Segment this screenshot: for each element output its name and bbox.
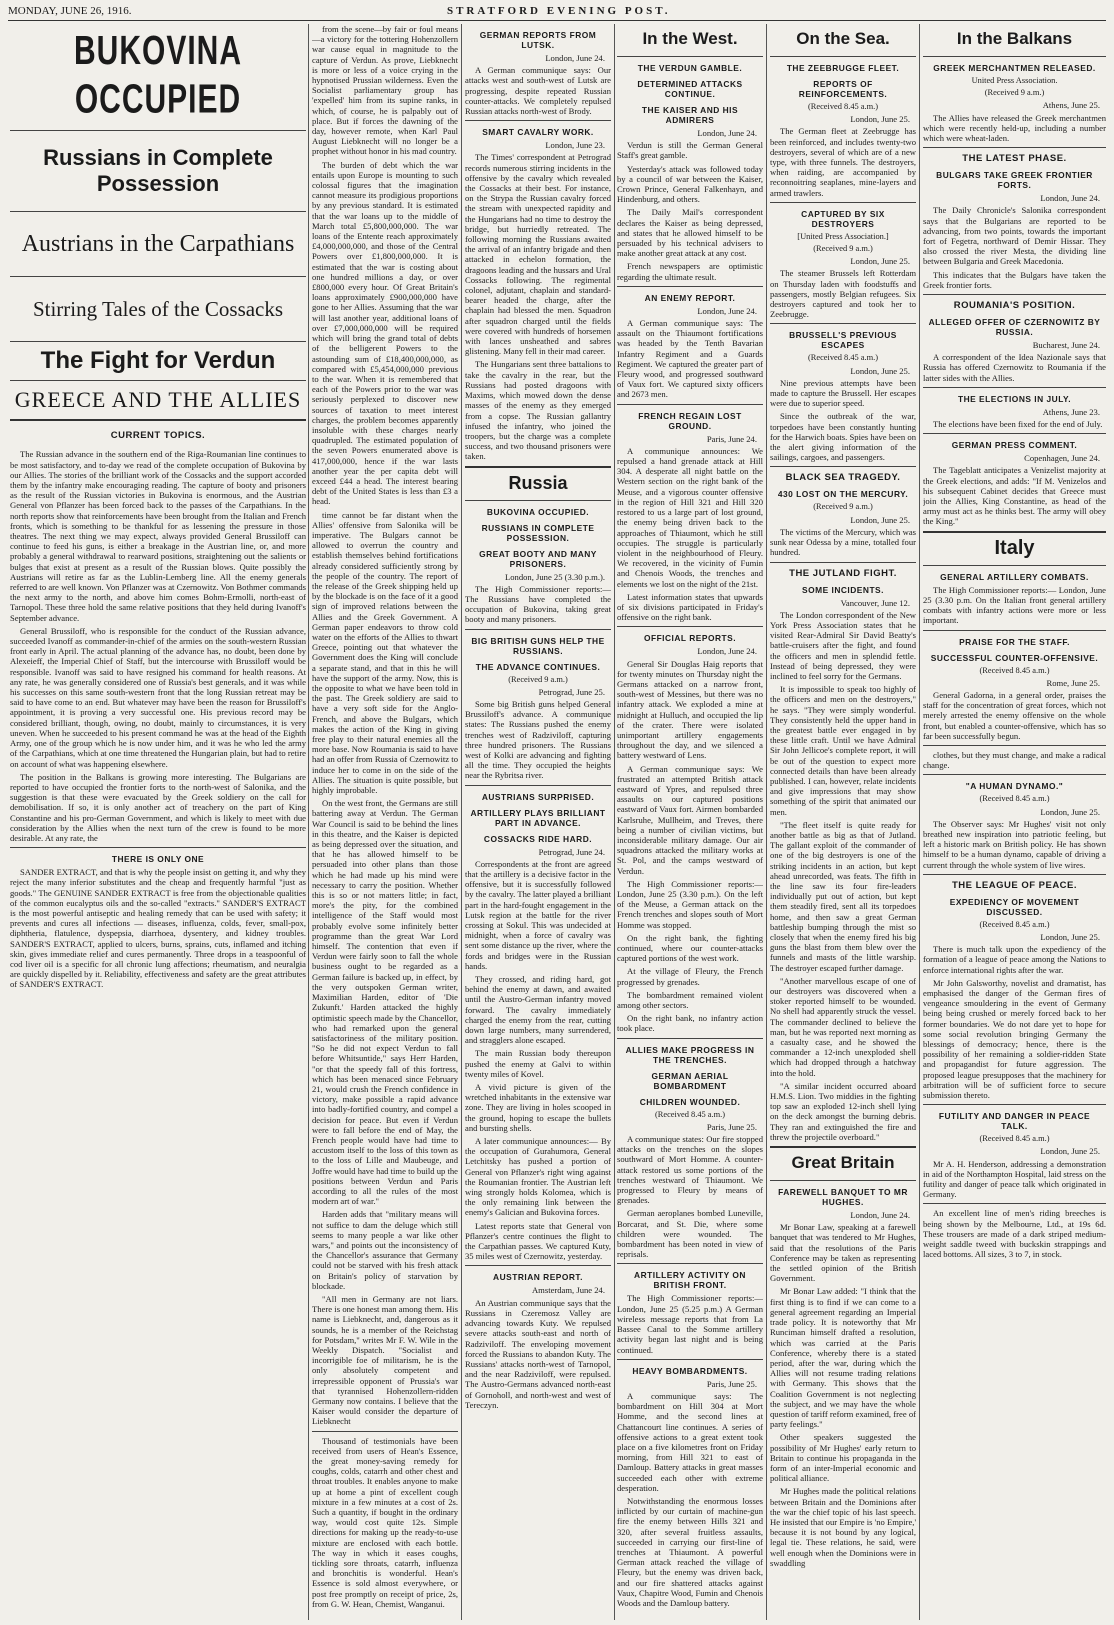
article-paragraph: Since the outbreak of the war, torpedoes have been constantly hunting for the Harwich boats. Spies have been on the alert giving information of the sailings, cargoes, and passengers. — [770, 411, 916, 463]
article-paragraph: General Gadorna, in a general order, praises the staff for the concentration of great forces, which not merely arrested the enemy offensive on the whole front, but enabled a counter-offensive, which has so far been successfully begun. — [923, 689, 1106, 741]
article-paragraph: The Hungarians sent three battalions to take the cavalry in the rear, but the Russians had posted dragoons with Maxims, which mowed down the dense masses of the enemy as they emerged from a copse. The Russian gallantry infused the infantry, who joined the troopers, but the charge was a complete success, and two thousand prisoners were taken. — [465, 359, 611, 462]
editorial-paragraph: Harden adds that "military means will not suffice to dam the deluge which still seems to many people a war like other wars," and points out the inconsistency of the Chancellor's assurance that Germany could not be starved with his fresh attack on Britain's policy of starvation by blockade. — [312, 1209, 458, 1291]
article-paragraph: A German communique says: Our attacks west and south-west of Lutsk are progressing, despite repeated Russian counter-attacks. We completely repulsed Russian attacks north-west of Brody. — [465, 65, 611, 117]
article-paragraph: They crossed, and riding hard, got behind the enemy at dawn, and awaited until the Austro-German infantry moved forward. The cavalry immediately charged the enemy from the rear, cutting down large numbers, many surrendered, and stragglers alone escaped. — [465, 974, 611, 1046]
article-paragraph: French newspapers are optimistic regarding the ultimate result. — [617, 261, 763, 282]
article-paragraph: The main Russian body thereupon pushed the enemy at Galvi to within twenty miles of Kovel. — [465, 1048, 611, 1079]
article-subheading: BULGARS TAKE GREEK FRONTIER FORTS. — [936, 170, 1093, 191]
article-paragraph: A communique announces: We repulsed a hand grenade attack at Hill 304. A desperate all night battle on the Western section on the right bank of the Meuse, and a vigorous counter offensive in the region of Hill 321 and Hill 320 restored to us a large part of lost ground, the enemy being driven back to the approaches of Thiaumont, which he still occupies. The struggle is particularly violent in the neighbourhood of Fleury. We recovered, in the vicinity of Fumin and Chenois Woods, the trenches and elements we lost on the night of the 21st. — [617, 445, 763, 589]
article-subheading: GREAT BOOTY AND MANY PRISONERS. — [479, 548, 597, 569]
article-paragraph: The Times' correspondent at Petrograd records numerous stirring incidents in the offensive by the cavalry which revealed the Cossacks at their best. For instance, on the Strypa the Russian cavalry forced the stream with unexpected rapidity and the Hungarians had no time to destroy the bridge, but hurriedly retreated. The following morning the Russians awaited the arrival of an infantry brigade and then attacked in echelon formation, the dragoons leading and the hussars and Ural Cossacks following. The regimental colonel, adjutant, chaplain and standard-bearer headed the charge, after the chaplain had blessed the men. Squadron after squadron charged until the fields were covered with hundreds of horsemen with lances unsheathed and sabres glistening. Many fell in their mad career. — [465, 152, 611, 357]
article-heading: FAREWELL BANQUET TO MR HUGHES. — [778, 1187, 908, 1208]
current-topics-paragraph: The position in the Balkans is growing more interesting. The Bulgarians are reported to have occupied the frontier forts to the north-west of Salonika, and the suggestion is that these were evacuated by the Greek soldiery on the call for demobilisation. If so, it is only another act of treachery on the part of King Constantine and his pro-German Government, and which is likely to meet with due consideration by the Allies when the next turn of the crew is found to be more desirable. At any rate, the — [10, 771, 306, 843]
article-heading: FUTILITY AND DANGER IN PEACE TALK. — [938, 1111, 1091, 1132]
article-subheading: 430 LOST ON THE MERCURY. — [777, 489, 909, 500]
article-heading: THE ZEEBRUGGE FLEET. — [786, 63, 900, 73]
article-paragraph: Mr Bonar Law, speaking at a farewell banquet that was tendered to Mr Hughes, said that the resolutions of the Paris Conference may be taken as representing the settled opinion of the British Government. — [770, 1222, 916, 1284]
article-paragraph: A German communique says: The assault on the Thiaumont fortifications was headed by the Tenth Bavarian Infantry Regiment and a Guards Regiment. We captured the greater part of Fleury wood, and progressed southward of Vaux fort. We captured sixty officers and 2673 men. — [617, 318, 763, 400]
article-heading: BRUSSELL'S PREVIOUS ESCAPES — [789, 330, 897, 351]
dateline: London, June 24. — [850, 1210, 910, 1221]
masthead-paper-name: STRATFORD EVENING POST. — [446, 5, 671, 17]
article-paragraph: Nine previous attempts have been made to capture the Brussell. Her escapes were due to superior speed. — [770, 377, 916, 409]
article-paragraph: On the right bank, the fighting continued, where our counter-attacks captured portions of the west work. — [617, 932, 763, 964]
article-subheading: ARTILLERY PLAYS BRILLIANT PART IN ADVANCE. — [470, 807, 606, 828]
article-paragraph: Some big British guns helped General Brussiloff's advance. A communique states: The Russians pushed the enemy trenches west of Radziviloff, capturing three hundred prisoners. The Russians west of Kolki are advancing and fighting all the time. They occupied the heights near the Rybritsa river. — [465, 698, 611, 781]
dateline: Bucharest, June 24. — [1032, 340, 1100, 351]
article-paragraph: The High Commissioner reports:— The Russians have completed the occupation of Bukovina, taking great booty and many prisoners. — [465, 583, 611, 625]
column-1 — [10, 24, 306, 1620]
article-subheading: REPORTS OF REINFORCEMENTS. — [798, 79, 888, 99]
article-heading: AUSTRIANS SURPRISED. — [481, 791, 595, 802]
article-heading: THE ELECTIONS IN JULY. — [957, 393, 1072, 404]
article-subheading: RUSSIANS IN COMPLETE POSSESSION. — [481, 522, 595, 543]
dateline: Petrograd, June 24. — [538, 846, 605, 857]
dateline: Petrograd, June 25. — [538, 686, 605, 697]
agency-credit: [United Press Association.] — [797, 231, 889, 241]
article-heading: BIG BRITISH GUNS HELP THE RUSSIANS. — [471, 635, 605, 656]
headline-verdun: The Fight for Verdun — [40, 347, 276, 374]
article-heading: BUKOVINA OCCUPIED. — [486, 506, 590, 517]
article-heading: HEAVY BOMBARDMENTS. — [632, 1365, 748, 1376]
article-paragraph: The elections have been fixed for the end of July. — [933, 419, 1103, 430]
column-rule — [766, 24, 767, 1620]
article-paragraph: Mr A. H. Henderson, addressing a demonstration in aid of the Northampton Hospital, laid stress on the futility and danger of peace talk which originated in Germany. — [923, 1158, 1106, 1200]
article-paragraph: Other speakers suggested the possibility of Mr Hughes' early return to Britain to continue his propaganda in the form of an inter-Imperial economic and political alliance. — [770, 1432, 916, 1484]
agency-credit: United Press Association. — [971, 76, 1058, 85]
advert-heans-essence: Thousand of testimonials have been received from users of Hean's Essence, the great money-saving remedy for coughs, colds, catarrh and other chest and throat troubles. It enables anyone to make up at home a pint of excellent cough mixture in a few minutes at a cost of 2s. Such a quantity, if bought in the ordinary way, would cost quite 12s. Simple directions for making up the ready-to-use mixture are enclosed with each bottle. The way in which it eases coughs, tickling sore throats, catarrh, influenza and bronchitis is wonderful. Hean's Essence is sold almost everywhere, or post free promptly on receipt of price, 2s, from G. W. Hean, Chemist, Wanganui. — [312, 1435, 458, 1609]
masthead — [8, 2, 1106, 21]
article-paragraph: It is impossible to speak too highly of the officers and men on the destroyers," he says. "They were simply wonderful. They consistently held the upper hand in the greatest battle ever engaged in by these little craft. Until we have Admiral Sir John Jellicoe's complete report, it will be out of the question to expect more connected details than have been already published. I can, however, relate incidents and give impressions that may show something of the spirit that animated our men. — [770, 684, 916, 817]
editorial-paragraph: On the west front, the Germans are still battering away at Verdun. The German War Council is said to be behind the lines in this theatre, and the Kaiser is depicted as being depressed over the situation, and that he has allowed himself to be persuaded into other plans than those which he had made up his mind were necessary to carry the position. Whether this is so or not matters little; in fact, more's the pity, for the combined intelligence of the Staff would most probably evolve some infinitely better programme than the great War Lord himself. The contention that even if Verdun were fairly soon to fall the whole business ought to be regarded as a German failure is backed up, in effect, by the very outspoken German writer, Maximilian Harden, editor of 'Die Zukunft.' Harden attacked the highly optimistic speech made by the Chancellor, who had remarked upon the general satisfactoriness of the military position. "So he did not expect Verdun to fall before Whitsuntide," says Herr Harden, "or that the speedy fall of this fortress, which has been menaced since February 21, would crush the French confidence in victory, make possible a rapid advance into badly-fortified country, and compel a decision for peace. But even if Verdun were to fall before the end of May, the French people would have had time to accustom itself to the loss of this town as to the loss of Lille and Maubeuge, and Joffre would have had time to build up the positions between Verdun and Paris according to all the rules of the most modern art of war." — [312, 798, 458, 1207]
section-title-on-the-sea: On the Sea. — [796, 29, 890, 48]
article-paragraph: Correspondents at the front are agreed that the artillery is a decisive factor in the offensive, but it is successfully followed by the cavalry. The latter played a brilliant part in the hard-fought engagement in the Lutsk region at the battle for the river crossing at Sokul. This was undecided at midnight, when a force of cavalry was sent some distance up the river, where the fords and bridges were in the Russian hands. — [465, 858, 611, 971]
article-heading: FRENCH REGAIN LOST GROUND. — [638, 410, 742, 431]
dateline: Rome, June 25. — [1046, 677, 1100, 688]
article-paragraph: "The fleet itself is quite ready for another battle as big as that of Jutland. The gallant exploit of the commander of one of the big destroyers is one of the striking incidents in an action, but kept ahead unrecorded, was feats. The fifth in the line saw its four fire-leaders individually put out of action, but kept them steadily fired, sent all its torpedoes home, and then saw a great German battleship bumping through the mist so closely that when the enemy fired his big guns the blast from them blew over the funnels and masts of the little warship. The destroyer escaped further damage. — [770, 819, 916, 973]
article-paragraph: clothes, but they must change, and make a radical change. — [923, 749, 1106, 771]
article-heading: CAPTURED BY SIX DESTROYERS — [801, 208, 885, 229]
article-subheading: COSSACKS RIDE HARD. — [483, 833, 593, 844]
article-paragraph: The Tageblatt anticipates a Venizelist majority at the Greek elections, and adds: "If M. Venizelos and his subsequent Cabinet decides that Greece must join the Allies, King Constantine, as head of the army must act as he thinks best. The army will obey the King." — [923, 465, 1106, 527]
current-topics-paragraph: General Brussiloff, who is responsible for the conduct of the Russian advance, succeeded Ivanoff as commander-in-chief of the armies on the south-western Russian front early in April. The actual planning of the advance has, no doubt, been done by Alexeieff, the Imperial Chief of Staff, but the intercourse with Brussiloff would be responsible. Ivanoff was said to have resigned his command for health reasons. At any rate, he was generally considered one of Russia's best generals, and it was while his successes on this same south-western front that the long Russian retreat may be said to have come to an end. But whatever may have been the reason for Brussiloff's appointment, it is proving a very successful one. His previous record may be considered brilliant, though, owing, no doubt, mainly to circumstances, it is very uneven. When he succeeded to his present command he was at the head of the Eighth Army, one of the group which he is now under him, and it was he who led the army of the Carpathians, which at one time threatened the Hungarian plain, but had to retire on account of what was happening elsewhere. — [10, 625, 306, 769]
article-heading: THE LATEST PHASE. — [962, 153, 1067, 165]
dateline: London, June 23. — [545, 140, 605, 151]
article-heading: AN ENEMY REPORT. — [644, 292, 736, 303]
current-topics-title: CURRENT TOPICS. — [110, 430, 206, 442]
article-heading: GERMAN REPORTS FROM LUTSK. — [479, 30, 597, 50]
article-heading: ALLIES MAKE PROGRESS IN THE TRENCHES. — [625, 1044, 755, 1065]
column-4 — [617, 24, 763, 1620]
dateline: Paris, June 25. — [706, 1121, 757, 1132]
headline-austrians-carpathians: Austrians in the Carpathians — [21, 231, 295, 257]
article-paragraph: Notwithstanding the enormous losses inflicted by our curtain of machine-gun fire the enemy between Hills 321 and 320, after several fruitless assaults, succeeded in carrying our first-line of trenches at Thiaumont. A powerful German attack reached the village of Fleury, but the enemy was driven back, and our fire shattered attacks against Vaux, Chapitre Wood, Fumin and Chenois Woods and the Damloup battery. — [617, 1495, 763, 1608]
section-title-in-the-balkans: In the Balkans — [956, 29, 1073, 48]
masthead-date: MONDAY, JUNE 26, 1916. — [8, 5, 132, 17]
article-paragraph: Latest information states that upwards of six divisions participated in Friday's offensive on the right bank. — [617, 591, 763, 623]
editorial-paragraph: "All men in Germany are not liars. There is one honest man among them. His name is Liebknecht, and, dangerous as it sounds, he is a member of the Reichstag for Potsdam," writes Mr F. W. Wile in the Weekly Dispatch. "Socialist and incorrigible foe of militarism, he is the only absolutely competent and irrepressible opponent of Prussia's war that tyrannised Hohenzollern-ridden Germany now contains. I believe that the Kaiser would consider the departure of Liebknecht — [312, 1293, 458, 1427]
dateline: Paris, June 25. — [706, 1378, 757, 1389]
article-heading: THE LEAGUE OF PEACE. — [951, 879, 1078, 891]
article-paragraph: "A similar incident occurred aboard H.M.S. Lion. Two middies in the fighting top saw an exploded 12-inch shell lying on the deck amongst the burning debris. They ran and extinguished the fire and threw the projectile overboard." — [770, 1080, 916, 1142]
dateline: London, June 24. — [697, 646, 757, 657]
dateline: London, June 25. — [850, 514, 910, 525]
article-subheading: SOME INCIDENTS. — [802, 584, 884, 595]
article-heading: SMART CAVALRY WORK. — [482, 127, 594, 138]
headline-cossacks: Stirring Tales of the Cossacks — [32, 297, 284, 321]
dateline: London, June 25. — [850, 365, 910, 376]
article-subheading: THE KAISER AND HIS ADMIRERS — [641, 105, 739, 125]
article-paragraph: Yesterday's attack was followed today by a council of war between the Kaiser, Crown Prince, General Falkenhayn, and Hindenburg, and others. — [617, 163, 763, 205]
article-paragraph: Mr John Galsworthy, novelist and dramatist, has emphasised the danger of the German fires of vengeance smouldering in the event of Germany being being crushed or merely forced back to her former boundaries. We do not dare yet to hope for some social revolution bringing Germany the blessings of democracy; hence, there is the possibility of her remaining a soldier-ridden State and propagandist for future aggression. The proposed league presupposes that the machinery for arbitration will be of sufficient force to secure submission thereto. — [923, 977, 1106, 1100]
section-title-great-britain: Great Britain — [791, 1153, 895, 1173]
section-title-in-the-west: In the West. — [642, 29, 738, 48]
article-heading: GREEK MERCHANTMEN RELEASED. — [933, 63, 1096, 73]
dateline: London, June 24. — [1040, 193, 1100, 204]
received-time: (Received 9 a.m.) — [813, 244, 873, 254]
article-paragraph: The steamer Brussels left Rotterdam on Thursday laden with foodstuffs and passengers, mostly Belgian refugees. Six destroyers captured and took her to Zeebrugge. — [770, 268, 916, 320]
editorial-paragraph: The burden of debt which the war entails upon Europe is mounting to such colossal figures that the imagination cannot measure its prodigious proportions by any previous standard. It is estimated that the war loans up to the middle of March total £5,800,000,000. The war loans of the Entente reach approximately £4,000,000,000, and those of the Central Powers over £1,800,000,000. It is estimated that the war is costing about one hundred millions a day, or over £800,000 every hour. Of Great Britain's loans approximately £900,000,000 have gone to her Allies. Assuming that the war will last another year, additional loans of over £7,000,000,000 will be required which will bring the grand total of debts of the belligerent Powers to the astounding sum of £18,400,000,000, as compared with £5,454,000,000 previous to the war. When it is remembered that each of the Powers prior to the war was seriously perplexed to discover new sources of taxation to meet interest charges, the problem becomes apparently insoluble with these charges nearly quadrupled. The estimated population of the seven Powers enumerated above is 417,000,000, hence if the war lasts another year the per capita debt will exceed £44 a head. The interest bearing debt of the United States is less than £3 a head. — [312, 159, 458, 507]
received-time: (Received 8.45 a.m.) — [979, 919, 1050, 929]
article-paragraph: An Austrian communique says that the Russians in Czeremosz Valley are advancing towards Kuty. We repulsed severe attacks south-east and north of Radziviloff. The enveloping movement forced the Russians to abandon Kuty. The Russians' attacks north-west of Tarnopol, and the near Radziviloff, were repulsed. The Austro-Germans advanced north-east of Gornoholl, and north-west and west of Tereczyn. — [465, 1297, 611, 1410]
article-paragraph: A vivid picture is given of the wretched inhabitants in the extensive war zone. They are living in holes scooped in the ground, hoping to escape the bullets and bursting shells. — [465, 1082, 611, 1133]
article-subheading: DETERMINED ATTACKS CONTINUE. — [637, 79, 743, 99]
article-paragraph: The High Commissioner reports:— London, June 25 (3.30 p.m. On the Italian front general artillery combats with infantry actions were more or less important. — [923, 584, 1106, 626]
article-heading: AUSTRIAN REPORT. — [493, 1272, 583, 1283]
received-time: (Received 8.45 a.m.) — [979, 1134, 1050, 1144]
article-subheading: ALLEGED OFFER OF CZERNOWITZ BY RUSSIA. — [928, 317, 1101, 338]
article-paragraph: On the right bank, no infantry action took place. — [617, 1013, 763, 1034]
column-rule — [308, 24, 309, 1620]
article-paragraph: Mr Hughes made the political relations between Britain and the Dominions after the war the chief topic of his last speech. He insisted that our Empire is 'no Empire,' because it is not bound by any logical, legal tie. These relations, he said, were well enough when the Dominions were in swaddling — [770, 1486, 916, 1568]
received-time: (Received 8.45 a.m.) — [979, 794, 1050, 804]
dateline: Amsterdam, June 24. — [531, 1285, 605, 1296]
column-rule — [919, 24, 920, 1620]
column-rule — [614, 24, 615, 1620]
received-time: (Received 9 a.m.) — [813, 502, 873, 512]
article-heading: THE VERDUN GAMBLE. — [637, 63, 743, 73]
article-paragraph: The victims of the Mercury, which was sunk near Odessa by a mine, totalled four hundred. — [770, 526, 916, 558]
article-subheading: EXPEDIENCY OF MOVEMENT DISCUSSED. — [949, 896, 1080, 917]
article-paragraph: The London correspondent of the New York Press Association states that he visited Rear-Admiral Sir David Beatty's battle-cruisers after the fight, and found the officers and men in splendid fettle. Instead of being depressed, they were inclined to feel sorry for the Germans. — [770, 609, 916, 681]
section-title-italy: Italy — [994, 536, 1035, 559]
article-paragraph: The High Commissioner reports:— London, June 25 (3.30 p.m.). On the left of the Meuse, a German attack on the French trenches and slopes south of Mort Homme was stopped. — [617, 878, 763, 930]
article-paragraph: A later communique announces:— By the occupation of Gurahumora, General Letchitsky has pushed a portion of General von Pflanzer's right wing against the Roumanian frontier. The Austrian left wing strongly holds Kolomea, which is the only remaining link between the enemy's Galician and Bukovina forces. — [465, 1136, 611, 1218]
article-subheading: SUCCESSFUL COUNTER-OFFENSIVE. — [930, 652, 1099, 663]
article-heading: ROUMANIA'S POSITION. — [953, 300, 1076, 312]
article-subheading: GERMAN AERIAL BOMBARDMENT — [651, 1070, 729, 1091]
column-5 — [770, 24, 916, 1620]
headline-greece-allies: GREECE AND THE ALLIES — [14, 387, 302, 413]
received-time: (Received 8.45 a.m.) — [655, 1109, 725, 1119]
article-subheading: THE ADVANCE CONTINUES. — [475, 661, 601, 672]
received-time: (Received 9 a.m.) — [984, 88, 1045, 98]
article-paragraph: A correspondent of the Idea Nazionale says that Russia has offered Czernowitz to Roumania if the latter sides with the Allies. — [923, 352, 1106, 383]
received-time: (Received 8.45 a.m.) — [979, 665, 1050, 675]
section-title-russia: Russia — [508, 472, 568, 493]
dateline: London, June 25. — [850, 256, 910, 267]
article-paragraph: Mr Bonar Law added: "I think that the first thing is to find if we can come to a general agreement regarding an Imperial trade policy. It is noteworthy that Mr Runciman himself drafted a resolution, which was carried at the Paris Conference, whereby there is a stated period, after the war, during which the Allies will not resume trading relations with Germany. This shows that the Coalition Government is not neglecting the subject, and we may have the whole question of tariff reform examined, free of party feelings." — [770, 1286, 916, 1430]
received-time: (Received 8.45 a.m.) — [808, 353, 878, 363]
article-paragraph: At the village of Fleury, the French progressed by grenades. — [617, 966, 763, 987]
dateline: London, June 25. — [1040, 931, 1100, 942]
column-3 — [465, 24, 611, 1620]
advert-riding-breeches: An excellent line of men's riding breeches is being shown by the Melbourne, Ltd., at 19s 6d. These trousers are made of a dark striped medium-weight saddle tweed with buckskin strappings and laced bottoms. All sizes, 3 to 7, in stock. — [923, 1208, 1106, 1260]
dateline: Copenhagen, June 24. — [1024, 453, 1100, 464]
article-paragraph: A German communique says: We frustrated an attempted British attack eastward of Ypres, and repulsed three assaults on our captured positions eastward of Vaux fort. Airmen bombarded Karlsruhe, Mullheim, and Treves, there being a number of civilian victims, but inconsiderable military damage. Our air squadrons attacked the military works at St. Pol, and the camps westward of Verdun. — [617, 763, 763, 876]
advert-sander-extract: SANDER EXTRACT, and that is why the people insist on getting it, and why they reject the many inferior substitutes and the cheap and frequently harmful "just as goods." The GENUINE SANDER EXTRACT is free from the objectionable qualities of the common eucalyptus oils and the so-called "extracts." SANDER'S EXTRACT is the most powerful antiseptic and healing remedy that can be used with safety; it prevents and cures all infections — diseases, influenza, colds, fever, small-pox, diphtheria, flatulence, dyspepsia, diarrhoea, dysentery, and kidney troubles. SANDER'S EXTRACT, applied to ulcers, burns, sprains, cuts, inflamed and itching skin, gives immediate relief and cures permanently. Three drops in a teaspoonful of cod liver oil is a specific for all chronic lung affections; rheumatism, and neuralgia are quickly dispelled by it. Reliability, effectiveness and safety are the great attributes of SANDER'S EXTRACT. — [10, 867, 306, 990]
column-6 — [923, 24, 1106, 1620]
dateline: London, June 24. — [697, 128, 757, 138]
dateline: Athens, June 25. — [1042, 100, 1100, 111]
dateline: Vancouver, June 12. — [840, 597, 910, 608]
article-heading: GENERAL ARTILLERY COMBATS. — [940, 571, 1089, 582]
received-time: (Received 9 a.m.) — [508, 674, 568, 684]
column-2 — [312, 24, 458, 1620]
article-paragraph: This indicates that the Bulgars have taken the Greek frontier forts. — [923, 269, 1106, 290]
received-time: (Received 8.45 a.m.) — [808, 102, 878, 111]
article-heading: ARTILLERY ACTIVITY ON BRITISH FRONT. — [634, 1270, 746, 1291]
dateline: London, June 24. — [545, 53, 605, 63]
article-heading: GERMAN PRESS COMMENT. — [951, 440, 1078, 451]
article-heading: PRAISE FOR THE STAFF. — [959, 636, 1070, 647]
article-paragraph: There is much talk upon the expediency of the formation of a league of peace among the Nations to enforce international rights after the war. — [923, 944, 1106, 975]
dateline: Athens, June 23. — [1042, 406, 1100, 417]
article-paragraph: The bombardment remained violent among other sectors. — [617, 989, 763, 1011]
article-paragraph: A communique says: The bombardment on Hill 304 at Mort Homme, and the second lines at Chattancourt line continues. A series of offensive actions to a great extent took place on a five kilometres front on Friday morning, from Hill 321 to east of Damloup. Battery attacks in great masses succeeded each other with extreme desperation. — [617, 1390, 763, 1493]
dateline: London, June 24. — [697, 305, 757, 316]
dateline: London, June 25. — [850, 114, 910, 125]
article-paragraph: German aeroplanes bombed Luneville, Borcarat, and St. Die, where some children were wounded. The bombardment has been noted in view of reprisals. — [617, 1208, 763, 1260]
article-heading: THE JUTLAND FIGHT. — [789, 567, 897, 579]
article-paragraph: "Another marvellous escape of one of our destroyers was discovered when a stoker reported himself to be wounded. No shell had apparently struck the vessel. The commander declined to believe the man, but he was reported next morning as a casualty case, and he showed the commander a 12-inch unexploded shell which had dropped through a hatchway into the hold. — [770, 975, 916, 1078]
article-paragraph: The Daily Mail's correspondent declares the Kaiser as being depressed, and states that he allowed himself to be persuaded by his technical advisers to make another great attack at any cost. — [617, 207, 763, 259]
article-subheading: CHILDREN WOUNDED. — [639, 1096, 741, 1107]
editorial-paragraph: from the scene—by fair or foul means—a victory for the tottering Hohenzollern war cause equal in magnitude to the capture of Verdun. As prove, Liebknecht is more or less of a voice crying in the hypnotised Prussian wilderness. Even the Socialist parliamentary group has 'expelled' him from its supine ranks, in which, of course, he is palpably out of place. But if forces the dawning of the day, however remote, when Karl Paul August Liebknecht will no longer be a prophet without honor in his mad country. — [312, 24, 458, 157]
current-topics-paragraph: The Russian advance in the southern end of the Riga-Roumanian line continues to be most satisfactory, and to-day we read of the complete occupation of Bukovina by our Allies. The stories of the brilliant work of the Cossacks and the support accorded them by the infantry make encouraging reading. The capture of booty and prisoners as the result of the Russian victories in Bukovina is enormous, and the Austrian General von Pflanzer has been forced back to the passes of the Carpathians. In the north reports show that reinforcements have been brought from the Italian and French fronts, which is something to be thankful for as lessening the pressure in those theatres. The next thing we may expect, always provided General Brussiloff can continue to feed his guns, is either a breakage in the Austrian line, or, and more probably a general withdrawal to rearward positions, straightening out the salients or bulges that exist at present as a result of the Russian blows. Quite possibly the Austrians will retire as far as the Lublin-Lemberg line. All the enemy generals referred to are well known. Von Pflanzer was at Czernowitz. Von Bothmer commands the next army to the north, and above him comes Bohm-Ermolli, north-east of Tarnopol. These three hold the same relative positions that they held during Ivanoff's September advance. — [10, 449, 306, 623]
article-paragraph: The Observer says: Mr Hughes' visit not only breathed new inspiration into patriotic feeling, but left a historic mark on British policy. He has shown himself to be a human dynamo, capable of driving a current through the whole system of live wires. — [923, 818, 1106, 870]
headline-russians-possession: Russians in Complete Possession — [43, 145, 273, 196]
article-heading: OFFICIAL REPORTS. — [643, 633, 737, 644]
article-paragraph: Verdun is still the German General Staff's great gamble. — [617, 140, 763, 161]
advert-title: THERE IS ONLY ONE — [111, 854, 205, 865]
dateline: London, June 25 (3.30 p.m.). — [504, 571, 605, 582]
article-paragraph: The German fleet at Zeebrugge has been reinforced, and includes twenty-two destroyers, several of which are of a new type, with three funnels. The destroyers, when raiding, are accompanied by reconnoitring seaplanes, mine-layers and armed trawlers. — [770, 126, 916, 198]
dateline: Paris, June 24. — [706, 433, 757, 444]
article-paragraph: The Allies have released the Greek merchantmen which were recently held-up, including a number which were wheat-laden. — [923, 112, 1106, 144]
article-paragraph: The Daily Chronicle's Salonika correspondent says that the Bulgarians are reported to be advancing, from two points, towards the important fort of Fegetra, northward of Demir Hissar. They also crossed the river Mesta, the dividing line between Bulgaria and Greek Macedonia. — [923, 205, 1106, 267]
headline-bukovina-occupied: BUKOVINA OCCUPIED — [73, 28, 242, 122]
article-paragraph: A communique states: Our fire stopped attacks on the trenches on the slopes southward of Mort Homme. A counter-attack restored us some portions of the trenches westward of Thiaumont. We progressed to Fleury by means of grenades. — [617, 1134, 763, 1206]
editorial-paragraph: time cannot be far distant when the Allies' offensive from Salonika will be imperative. The Bulgars cannot be allowed to overrun the country and establish themselves behind fortifications already considered sufficiently strong by the people of the country. The report of the release of the Greek shipping held up by the blockade is on the face of it a good sign of improved relations between the Allies and the Greek Government. A German paper endeavors to throw cold water on the efforts of the Allies to thwart Greece, pointing out that whatever the Government does the King will conclude a separate stand, and that in this he will have the support of the army. Now, this is the opposite to what we have been told in the past. The Greek soldiery are said to have a very soft side for the Anglo-French, and above the Bulgars, which makes the action of the King in giving free play to their natural enemies all the more base. Now Roumania is said to have had an offer from Russia of Czernowitz to induce her to come in on the side of the Allies. The situation is quite possible, but highly improbable. — [312, 509, 458, 796]
column-rule — [461, 24, 462, 1620]
article-paragraph: The High Commissioner reports:— London, June 25 (5.25 p.m.) A German wireless message reports that from La Bassee Canal to the Somme artillery activity began last night and is being continued. — [617, 1293, 763, 1355]
dateline: London, June 25. — [1040, 806, 1100, 817]
article-heading: BLACK SEA TRAGEDY. — [785, 472, 901, 484]
article-paragraph: Latest reports state that General von Pflanzer's centre continues the flight to the Carpathian passes. We captured Kuty, 35 miles west of Czernowitz, yesterday. — [465, 1220, 611, 1262]
article-heading: "A HUMAN DYNAMO." — [965, 781, 1064, 792]
article-paragraph: General Sir Douglas Haig reports that for twenty minutes on Thursday night the Germans attacked on a narrow front, south-west of Messines, but there was no infantry attack. We exploded a mine at midnight at Hulluch, and occupied the lip of the crater. There were isolated unimportant artillery engagements throughout the day, and we silenced a battery westward of Lens. — [617, 658, 763, 761]
dateline: London, June 25. — [1040, 1146, 1100, 1157]
